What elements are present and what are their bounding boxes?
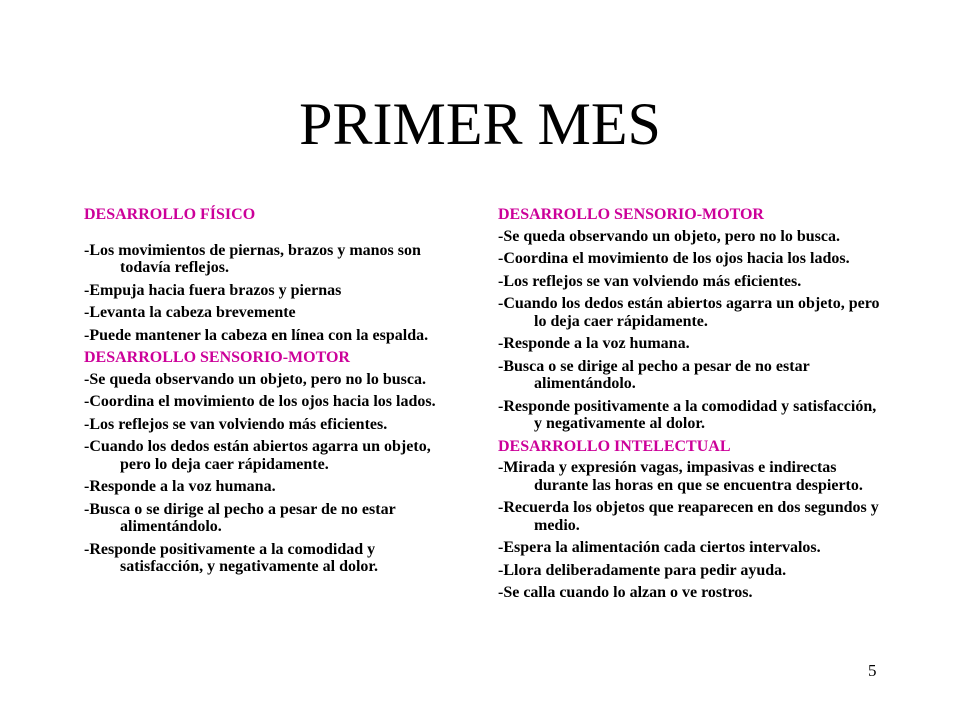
page-number: 5 bbox=[868, 661, 877, 680]
section-heading-desarrollo-intelectual: DESARROLLO INTELECTUAL bbox=[498, 437, 731, 455]
section-heading-desarrollo-fisico: DESARROLLO FÍSICO bbox=[84, 206, 256, 223]
right-column bbox=[498, 206, 883, 607]
list-item: -Cuando los dedos están abiertos agarra un objeto, pero lo deja caer rápidamente. bbox=[498, 295, 880, 330]
list-item: -Coordina el movimiento de los ojos hacia los lados. bbox=[84, 393, 436, 410]
left-column bbox=[84, 206, 459, 581]
list-item: -Coordina el movimiento de los ojos hacia los lados. bbox=[498, 250, 850, 267]
list-item: -Los reflejos se van volviendo más eficientes. bbox=[498, 272, 802, 290]
list-item: -Levanta la cabeza brevemente bbox=[84, 304, 296, 321]
section-heading-sensorio-motor: DESARROLLO SENSORIO-MOTOR bbox=[498, 206, 764, 223]
list-item: -Responde a la voz humana. bbox=[84, 478, 276, 495]
list-item: -Empuja hacia fuera brazos y piernas bbox=[84, 281, 342, 299]
list-item: -Cuando los dedos están abiertos agarra un objeto, pero lo deja caer rápidamente. bbox=[84, 438, 431, 473]
list-item: -Se calla cuando lo alzan o ve rostros. bbox=[498, 584, 753, 601]
list-item: -Mirada y expresión vagas, impasivas e indirectas durante las horas en que se encuentra despierto. bbox=[498, 459, 863, 494]
list-item: -Busca o se dirige al pecho a pesar de no estar alimentándolo. bbox=[498, 357, 810, 392]
list-item: -Llora deliberadamente para pedir ayuda. bbox=[498, 561, 787, 579]
list-item: -Los movimientos de piernas, brazos y manos son todavía reflejos. bbox=[84, 241, 421, 276]
list-item: -Puede mantener la cabeza en línea con la espalda. bbox=[84, 326, 429, 344]
list-item: -Se queda observando un objeto, pero no lo busca. bbox=[84, 370, 426, 388]
list-item: -Responde a la voz humana. bbox=[498, 335, 690, 352]
slide-title: PRIMER MES bbox=[299, 91, 661, 157]
list-item: -Busca o se dirige al pecho a pesar de no estar alimentándolo. bbox=[84, 500, 396, 535]
section-heading-sensorio-motor: DESARROLLO SENSORIO-MOTOR bbox=[84, 349, 350, 366]
list-item: -Responde positivamente a la comodidad y satisfacción, y negativamente al dolor. bbox=[498, 397, 877, 432]
list-item: -Los reflejos se van volviendo más eficientes. bbox=[84, 415, 388, 433]
list-item: -Responde positivamente a la comodidad y satisfacción, y negativamente al dolor. bbox=[84, 540, 379, 575]
list-item: -Recuerda los objetos que reaparecen en dos segundos y medio. bbox=[498, 499, 879, 534]
list-item: -Espera la alimentación cada ciertos intervalos. bbox=[498, 539, 821, 556]
list-item: -Se queda observando un objeto, pero no lo busca. bbox=[498, 227, 840, 245]
